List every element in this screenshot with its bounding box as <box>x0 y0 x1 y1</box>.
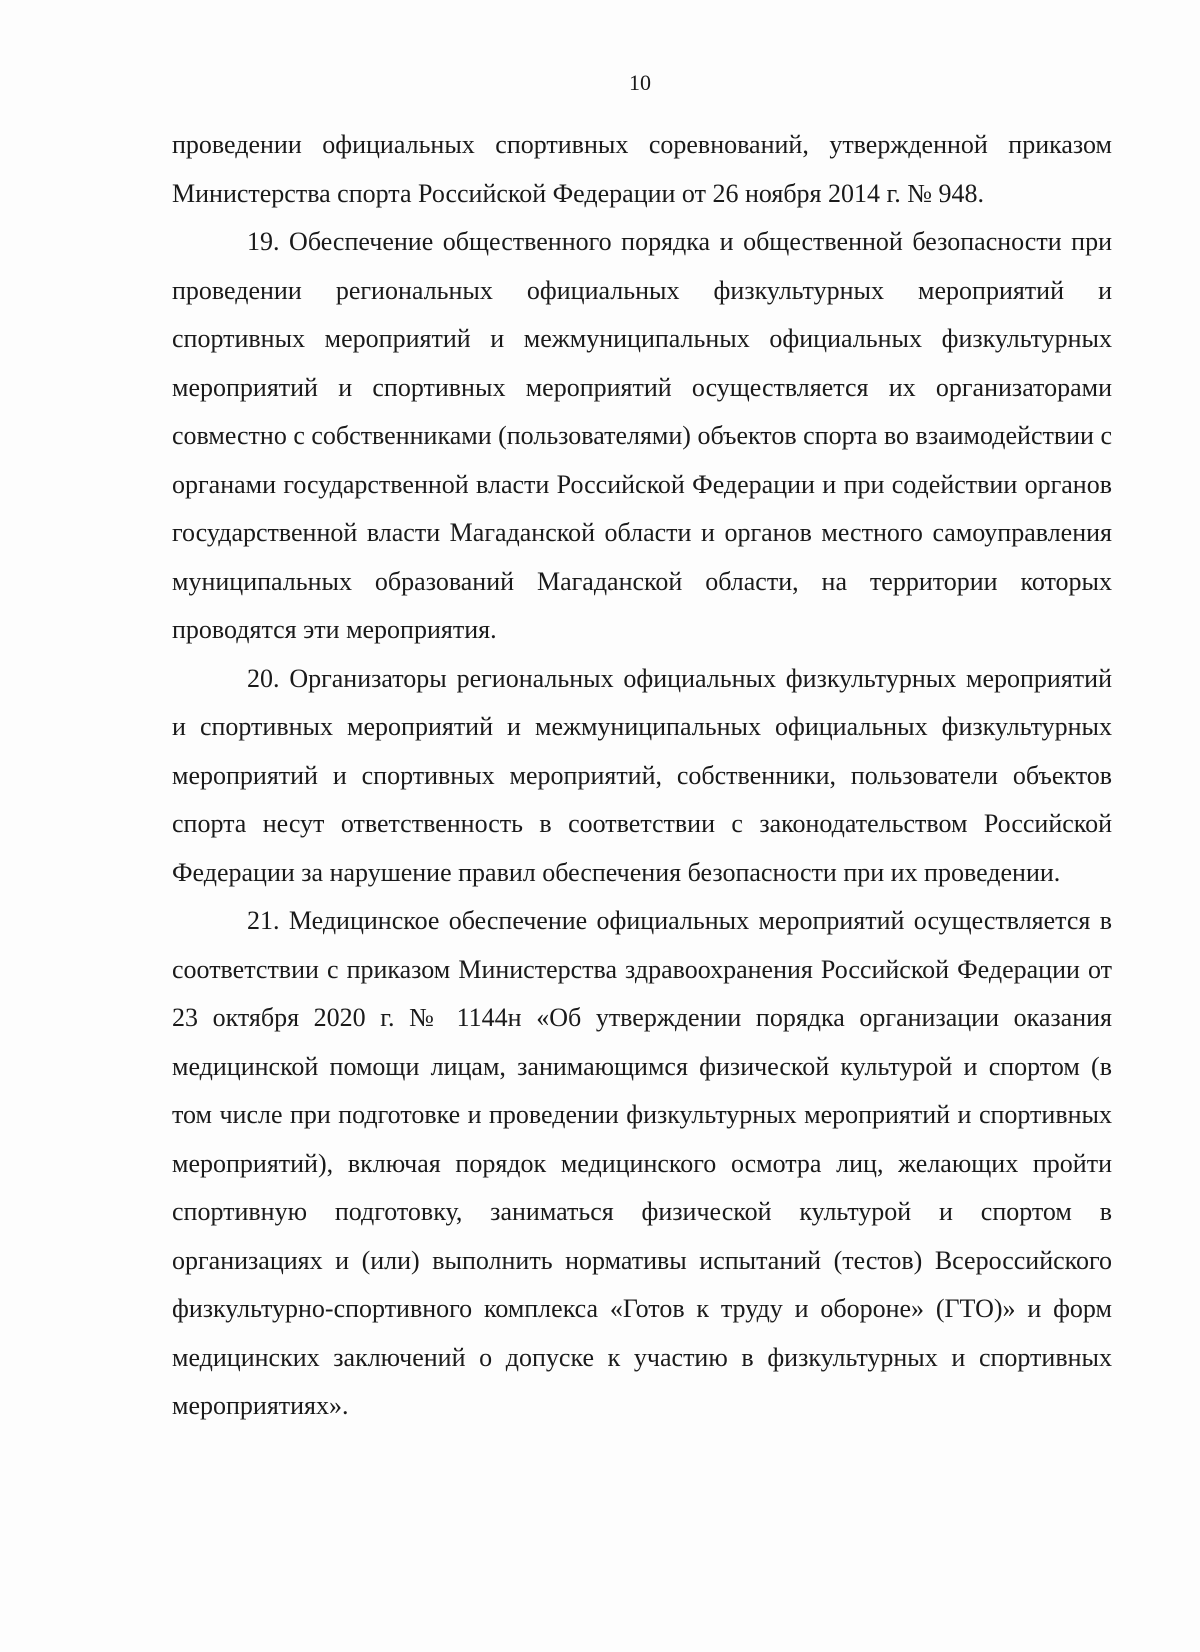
page-number: 10 <box>629 70 651 95</box>
paragraph-21: 21. Медицинское обеспечение официальных мероприятий осуществляется в соответствии с приказом Министерства здравоохранения Российской Федерации от 23 октября 2020 г. № 1144н «Об утверждении порядка организации оказания медицинской помощи лицам, занимающимся физической культурой и спортом (в том числе при подготовке и проведении физкультурных мероприятий и спортивных мероприятий), включая порядок медицинского осмотра лиц, желающих пройти спортивную подготовку, заниматься физической культурой и спортом в организациях и (или) выполнить нормативы испытаний (тестов) Всероссийского физкультурно-спортивного комплекса «Готов к труду и обороне» (ГТО)» и форм медицинских заключений о допуске к участию в физкультурных и спортивных мероприятиях». <box>172 906 1112 1420</box>
paragraph-20: 20. Организаторы региональных официальных физкультурных мероприятий и спортивных мероприятий и межмуниципальных официальных физкультурных мероприятий и спортивных мероприятий, собственники, пользователи объектов спорта несут ответственность в соответствии с законодательством Российской Федерации за нарушение правил обеспечения безопасности при их проведении. <box>172 663 1112 887</box>
paragraph-18-continuation: проведении официальных спортивных соревнований, утвержденной приказом Министерства спорта Российской Федерации от 26 ноября 2014 г. № 948. <box>172 130 1112 208</box>
paragraph-19: 19. Обеспечение общественного порядка и общественной безопасности при проведении региональных официальных физкультурных мероприятий и спортивных мероприятий и межмуниципальных официальных физкультурных мероприятий и спортивных мероприятий осуществляется их организаторами совместно с собственниками (пользователями) объектов спорта во взаимодействии с органами государственной власти Российской Федерации и при содействии органов государственной власти Магаданской области и органов местного самоуправления муниципальных образований Магаданской области, на территории которых проводятся эти мероприятия. <box>172 227 1112 644</box>
document-body <box>172 121 1112 1431</box>
